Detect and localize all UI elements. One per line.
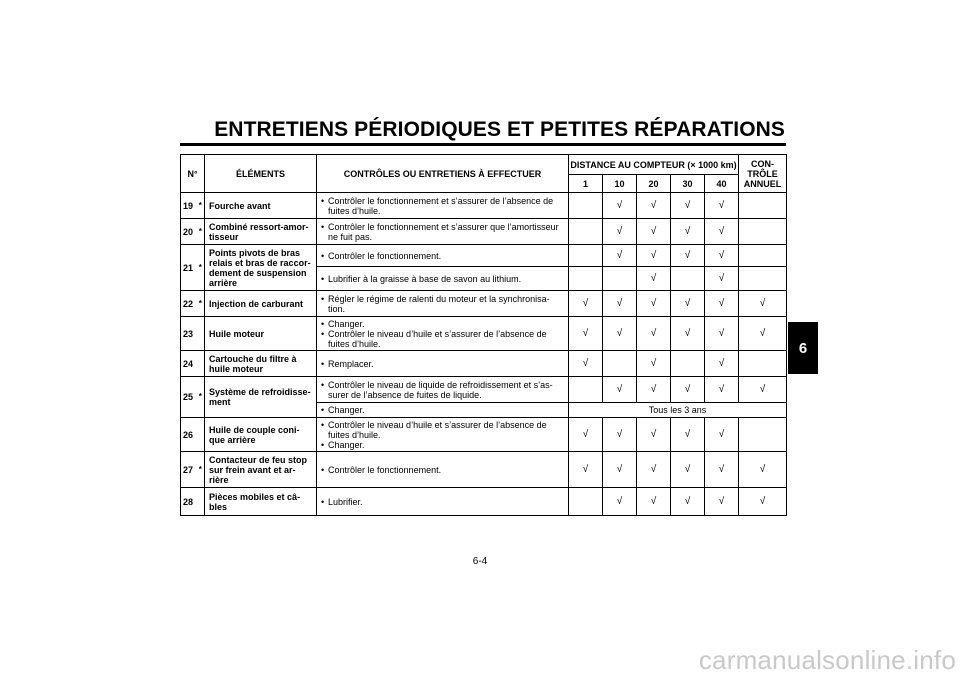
row-element: Système de refroidisse- ment <box>205 377 317 418</box>
distance-check-cell: √ <box>637 418 671 452</box>
row-star <box>197 488 205 516</box>
header-distance-col: 10 <box>603 175 637 193</box>
distance-check-cell: √ <box>705 351 739 377</box>
row-star <box>197 351 205 377</box>
action-line: • Contrôler le niveau de liquide de refroidissement et s’as- <box>328 379 553 390</box>
distance-check-cell: √ <box>705 452 739 488</box>
annual-check-cell <box>739 193 787 219</box>
row-action <box>317 245 569 267</box>
table-row <box>181 291 787 317</box>
action-list <box>321 196 566 216</box>
row-star <box>197 317 205 351</box>
row-number: 21 <box>181 245 197 291</box>
action-list <box>321 497 566 507</box>
action-line: fuites d’huile. <box>328 429 381 440</box>
action-item <box>321 465 566 475</box>
table-row <box>181 351 787 377</box>
row-action <box>317 317 569 351</box>
distance-check-cell: √ <box>637 351 671 377</box>
distance-check-cell: √ <box>637 452 671 488</box>
row-star: * <box>197 377 205 418</box>
row-star: * <box>197 193 205 219</box>
row-action <box>317 267 569 291</box>
row-number: 28 <box>181 488 197 516</box>
row-action <box>317 377 569 403</box>
action-line: • Changer. <box>328 318 365 329</box>
distance-check-cell: √ <box>603 452 637 488</box>
action-list <box>321 294 566 314</box>
action-line: • Changer. <box>328 405 365 415</box>
distance-check-cell: √ <box>671 488 705 516</box>
distance-check-cell <box>569 193 603 219</box>
action-item <box>321 497 566 507</box>
action-item <box>321 196 566 216</box>
row-element: Points pivots de bras relais et bras de raccor- dement de suspension arrière <box>205 245 317 291</box>
distance-check-cell: √ <box>705 193 739 219</box>
distance-check-cell: √ <box>637 267 671 291</box>
row-star: * <box>197 245 205 291</box>
action-line: tion. <box>328 303 346 314</box>
table-row <box>181 488 787 516</box>
table-row <box>181 219 787 245</box>
distance-check-cell <box>603 267 637 291</box>
distance-check-cell: √ <box>603 291 637 317</box>
row-number: 22 <box>181 291 197 317</box>
distance-check-cell: √ <box>603 377 637 403</box>
distance-check-cell: √ <box>637 488 671 516</box>
row-number: 27 <box>181 452 197 488</box>
distance-check-cell <box>569 219 603 245</box>
action-line: • Contrôler le fonctionnement et s’assurer que l’amortisseur <box>328 221 559 232</box>
row-action <box>317 452 569 488</box>
distance-check-cell: √ <box>705 317 739 351</box>
distance-check-cell: √ <box>603 193 637 219</box>
action-item <box>321 274 566 284</box>
table-row <box>181 245 787 267</box>
distance-check-cell: √ <box>569 317 603 351</box>
header-element: ÉLÉMENTS <box>205 155 317 193</box>
distance-check-cell: √ <box>671 452 705 488</box>
action-item <box>321 440 566 450</box>
row-action <box>317 488 569 516</box>
distance-check-cell: √ <box>569 418 603 452</box>
row-element: Huile de couple coni- que arrière <box>205 418 317 452</box>
header-distance-col: 20 <box>637 175 671 193</box>
annual-check-cell <box>739 267 787 291</box>
header-distance: DISTANCE AU COMPTEUR (× 1000 km) <box>569 155 739 175</box>
row-element: Huile moteur <box>205 317 317 351</box>
table-row <box>181 193 787 219</box>
interval-note: Tous les 3 ans <box>569 403 787 418</box>
distance-check-cell <box>671 267 705 291</box>
table-body <box>181 193 787 516</box>
distance-check-cell: √ <box>569 452 603 488</box>
row-action <box>317 193 569 219</box>
action-list <box>321 359 566 369</box>
distance-check-cell <box>603 351 637 377</box>
distance-check-cell: √ <box>705 418 739 452</box>
annual-check-cell: √ <box>739 488 787 516</box>
distance-check-cell: √ <box>603 245 637 267</box>
annual-check-cell: √ <box>739 377 787 403</box>
table-row <box>181 317 787 351</box>
action-item <box>321 294 566 314</box>
distance-check-cell: √ <box>671 193 705 219</box>
chapter-tab: 6 <box>788 322 818 374</box>
action-item <box>321 420 566 440</box>
watermark: carmanualsonline.info <box>698 645 956 675</box>
action-item <box>321 359 566 369</box>
annual-check-cell <box>739 219 787 245</box>
header-distance-col: 40 <box>705 175 739 193</box>
action-item <box>321 380 566 400</box>
row-number: 23 <box>181 317 197 351</box>
distance-check-cell: √ <box>705 219 739 245</box>
action-list <box>321 251 566 261</box>
distance-check-cell: √ <box>705 488 739 516</box>
annual-check-cell: √ <box>739 452 787 488</box>
table-row <box>181 418 787 452</box>
action-item <box>321 329 566 349</box>
header-distance-col: 30 <box>671 175 705 193</box>
distance-check-cell: √ <box>603 317 637 351</box>
distance-check-cell <box>671 351 705 377</box>
row-action <box>317 351 569 377</box>
distance-check-cell: √ <box>569 291 603 317</box>
distance-check-cell: √ <box>671 219 705 245</box>
header-annual: CON- TRÔLE ANNUEL <box>739 155 787 193</box>
distance-check-cell: √ <box>637 377 671 403</box>
row-star: * <box>197 219 205 245</box>
action-item <box>321 251 566 261</box>
action-list <box>321 405 566 415</box>
distance-check-cell: √ <box>603 418 637 452</box>
maintenance-table <box>180 154 787 516</box>
row-element: Combiné ressort-amor- tisseur <box>205 219 317 245</box>
row-star <box>197 418 205 452</box>
distance-check-cell: √ <box>705 377 739 403</box>
annual-check-cell <box>739 418 787 452</box>
action-line: • Lubrifier à la graisse à base de savon au lithium. <box>328 273 522 284</box>
distance-check-cell: √ <box>603 488 637 516</box>
action-line: ne fuit pas. <box>328 231 373 242</box>
action-line: fuites d’huile. <box>328 338 381 349</box>
action-line: • Régler le régime de ralenti du moteur et la synchronisa- <box>328 293 550 304</box>
action-item <box>321 319 566 329</box>
action-line: • Contrôler le fonctionnement. <box>328 250 442 261</box>
row-number: 25 <box>181 377 197 418</box>
table-row <box>181 377 787 403</box>
distance-check-cell: √ <box>637 219 671 245</box>
distance-check-cell: √ <box>671 291 705 317</box>
table-row <box>181 452 787 488</box>
action-list <box>321 420 566 450</box>
row-element: Contacteur de feu stop sur frein avant et ar- rière <box>205 452 317 488</box>
action-list <box>321 465 566 475</box>
row-element: Pièces mobiles et câ- bles <box>205 488 317 516</box>
distance-check-cell: √ <box>637 193 671 219</box>
action-line: • Lubrifier. <box>328 496 363 507</box>
row-number: 26 <box>181 418 197 452</box>
distance-check-cell: √ <box>705 245 739 267</box>
row-number: 19 <box>181 193 197 219</box>
action-list <box>321 274 566 284</box>
distance-check-cell <box>569 377 603 403</box>
action-line: • Contrôler le niveau d’huile et s’assurer de l’absence de <box>328 328 547 339</box>
distance-check-cell: √ <box>569 351 603 377</box>
page-title: ENTRETIENS PÉRIODIQUES ET PETITES RÉPARATIONS <box>214 118 785 141</box>
action-line: • Contrôler le fonctionnement. <box>328 464 442 475</box>
action-item <box>321 405 566 415</box>
action-list <box>321 319 566 349</box>
header-action: CONTRÔLES OU ENTRETIENS À EFFECTUER <box>317 155 569 193</box>
distance-check-cell: √ <box>637 317 671 351</box>
distance-check-cell: √ <box>671 418 705 452</box>
action-list <box>321 380 566 400</box>
row-number: 24 <box>181 351 197 377</box>
distance-check-cell: √ <box>671 245 705 267</box>
row-element: Injection de carburant <box>205 291 317 317</box>
annual-check-cell <box>739 351 787 377</box>
row-action <box>317 219 569 245</box>
header-distance-col: 1 <box>569 175 603 193</box>
row-action <box>317 403 569 418</box>
row-star: * <box>197 291 205 317</box>
header-no: N° <box>181 155 205 193</box>
row-element: Fourche avant <box>205 193 317 219</box>
annual-check-cell <box>739 245 787 267</box>
distance-check-cell: √ <box>671 377 705 403</box>
action-line: • Contrôler le niveau d’huile et s’assurer de l’absence de <box>328 419 547 430</box>
title-underline <box>180 143 786 146</box>
distance-check-cell <box>569 267 603 291</box>
row-action <box>317 418 569 452</box>
distance-check-cell: √ <box>705 267 739 291</box>
action-item <box>321 222 566 242</box>
action-line: • Remplacer. <box>328 358 374 369</box>
distance-check-cell: √ <box>705 291 739 317</box>
annual-check-cell: √ <box>739 317 787 351</box>
distance-check-cell: √ <box>637 291 671 317</box>
page-number: 6-4 <box>472 556 488 567</box>
action-line: • Contrôler le fonctionnement et s’assurer de l’absence de <box>328 195 554 206</box>
action-list <box>321 222 566 242</box>
annual-check-cell: √ <box>739 291 787 317</box>
distance-check-cell: √ <box>603 219 637 245</box>
distance-check-cell: √ <box>637 245 671 267</box>
row-number: 20 <box>181 219 197 245</box>
distance-check-cell <box>569 245 603 267</box>
row-action <box>317 291 569 317</box>
distance-check-cell <box>569 488 603 516</box>
row-element: Cartouche du filtre à huile moteur <box>205 351 317 377</box>
action-line: • Changer. <box>328 439 365 450</box>
row-star: * <box>197 452 205 488</box>
action-line: fuites d’huile. <box>328 205 381 216</box>
distance-check-cell: √ <box>671 317 705 351</box>
action-line: surer de l’absence de fuites de liquide. <box>328 389 482 400</box>
